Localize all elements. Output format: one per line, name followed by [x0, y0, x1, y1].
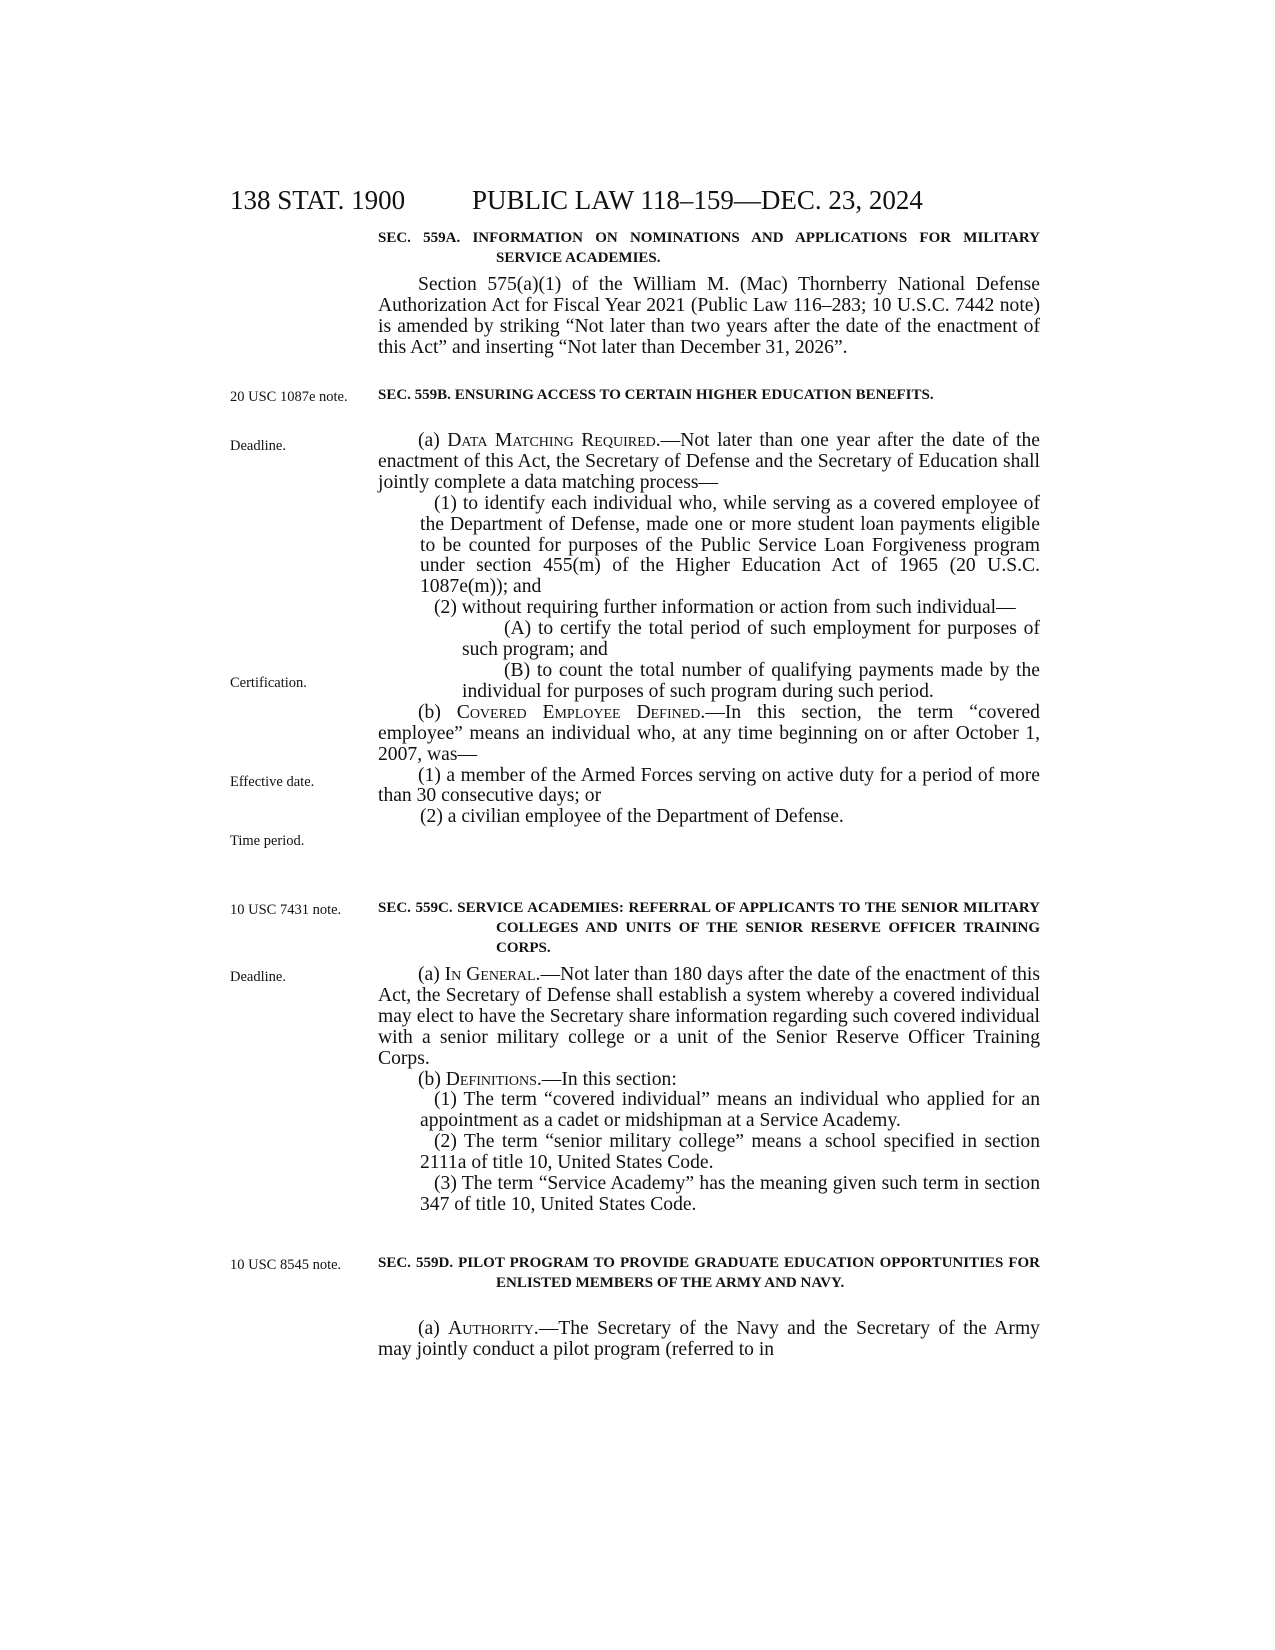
margin-note-effective-date: Effective date. — [230, 774, 315, 790]
sec-559c-b-para-3: (3) The term “Service Academy” has the meaning given such term in section 347 of title 10, United States Code. — [420, 1173, 1040, 1215]
sec-559b-a-para-1: (1) to identify each individual who, while serving as a covered employee of the Department of Defense, made one or more student loan payments eligible to be counted for purposes of the Public Service Loan Forgiveness program under section 455(m) of the Higher Education Act of 1965 (20 U.S.C. 1087e(m)); and — [420, 492, 1040, 598]
sec-559b-a-caption: Data Matching Required. — [447, 430, 661, 451]
margin-note-certification: Certification. — [230, 675, 307, 691]
sec-559d-a-caption: Authority. — [448, 1318, 539, 1339]
sec-559c-body — [378, 965, 1040, 1216]
sec-559b-a-text: —Not later than one year after the date of the enactment of this Act, the Secretary of Defense and the Secretary of Education shall jointly complete a data matching process— — [378, 430, 1040, 493]
sec-559d-a-label: (a) — [418, 1318, 449, 1339]
sec-559c-a-label: (a) — [418, 964, 445, 985]
sec-559b-b-para-1: (1) a member of the Armed Forces serving on active duty for a period of more than 30 consecutive days; or — [378, 764, 1040, 807]
sec-559b-a-para-2A: (A) to certify the total period of such employment for purposes of such program; and — [462, 618, 1040, 661]
sec-559b-b-text: —In this section, the term “covered employee” means an individual who, at any time beginning on or after October 1, 2007, was— — [378, 701, 1040, 765]
margin-note-time-period: Time period. — [230, 833, 305, 849]
sec-559d-number: SEC. 559D. — [378, 1255, 454, 1271]
sec-559c-b-caption: Definitions. — [445, 1068, 542, 1090]
sec-559b-b-caption: Covered Employee Defined. — [456, 701, 706, 723]
sec-559a-body-block — [378, 275, 1040, 359]
sec-559d-body — [378, 1319, 1040, 1361]
sec-559a-title: INFORMATION ON NOMINATIONS AND APPLICATIONS FOR MILITARY SERVICE ACADEMIES. — [472, 230, 1040, 266]
sec-559c-b-para-1: (1) The term “covered individual” means an individual who applied for an appointment as a cadet or midshipman at a Service Academy. — [420, 1089, 1040, 1132]
sec-559b-b-label: (b) — [418, 701, 457, 723]
sec-559c-b-para-2: (2) The term “senior military college” means a school specified in section 2111a of title 10, United States Code. — [420, 1131, 1040, 1174]
sec-559c-b-text: —In this section: — [541, 1068, 677, 1090]
sec-559b-heading — [378, 385, 1040, 405]
sec-559d-a-text: —The Secretary of the Navy and the Secretary of the Army may jointly conduct a pilot program (referred to in — [378, 1318, 1040, 1360]
margin-note-deadline-2: Deadline. — [230, 969, 286, 985]
sec-559a-heading — [378, 228, 1040, 268]
margin-note-10usc7431: 10 USC 7431 note. — [230, 902, 342, 918]
margin-note-20usc1087e: 20 USC 1087e note. — [230, 389, 348, 405]
sec-559c-heading — [378, 898, 1040, 958]
sec-559b-title: ENSURING ACCESS TO CERTAIN HIGHER EDUCATION BENEFITS. — [454, 387, 934, 403]
sec-559d-title: PILOT PROGRAM TO PROVIDE GRADUATE EDUCATION OPPORTUNITIES FOR ENLISTED MEMBERS OF THE ARMY AND NAVY. — [458, 1255, 1041, 1291]
sec-559b-b-para-2: (2) a civilian employee of the Department of Defense. — [420, 806, 844, 828]
sec-559a-body: Section 575(a)(1) of the William M. (Mac) Thornberry National Defense Authorization Act for Fiscal Year 2021 (Public Law 116–283; 10 U.S.C. 7442 note) is amended by striking “Not later than two years after the date of the enactment of this Act” and inserting “Not later than December 31, 2026”. — [378, 274, 1040, 358]
sec-559b-a-para-2: (2) without requiring further information or action from such individual— — [434, 597, 1016, 619]
sec-559c-subsection-a — [378, 965, 1040, 1070]
sec-559c-b-label: (b) — [418, 1068, 446, 1090]
sec-559c-subsection-b — [378, 1070, 1040, 1091]
sec-559b-a-para-2B: (B) to count the total number of qualifying payments made by the individual for purposes of such program during such period. — [462, 659, 1040, 702]
sec-559a-number: SEC. 559A. — [378, 230, 461, 246]
page-stat-number: 138 STAT. 1900 — [230, 185, 406, 215]
sec-559c-a-text: —Not later than 180 days after the date of the enactment of this Act, the Secretary of Defense shall establish a system whereby a covered individual may elect to have the Secretary share information regarding such covered individual with a senior military college or a unit of the Senior Reserve Officer Training Corps. — [378, 964, 1041, 1069]
sec-559b-subsection-b — [378, 703, 1040, 766]
sec-559b-body — [378, 431, 1040, 828]
margin-note-10usc8545: 10 USC 8545 note. — [230, 1257, 342, 1273]
sec-559c-a-caption: In General. — [444, 964, 541, 985]
sec-559b-subsection-a — [378, 431, 1040, 494]
sec-559c-title: SERVICE ACADEMIES: REFERRAL OF APPLICANTS TO THE SENIOR MILITARY COLLEGES AND UNITS OF THE SENIOR RESERVE OFFICER TRAINING CORPS. — [457, 900, 1040, 956]
sec-559c-number: SEC. 559C. — [378, 900, 453, 916]
sec-559d-subsection-a — [378, 1319, 1040, 1361]
sec-559b-a-label: (a) — [418, 430, 448, 451]
sec-559b-number: SEC. 559B. — [378, 387, 451, 403]
sec-559d-heading — [378, 1253, 1040, 1293]
page-header-title: PUBLIC LAW 118–159—DEC. 23, 2024 — [472, 185, 923, 215]
margin-note-deadline-1: Deadline. — [230, 438, 286, 454]
